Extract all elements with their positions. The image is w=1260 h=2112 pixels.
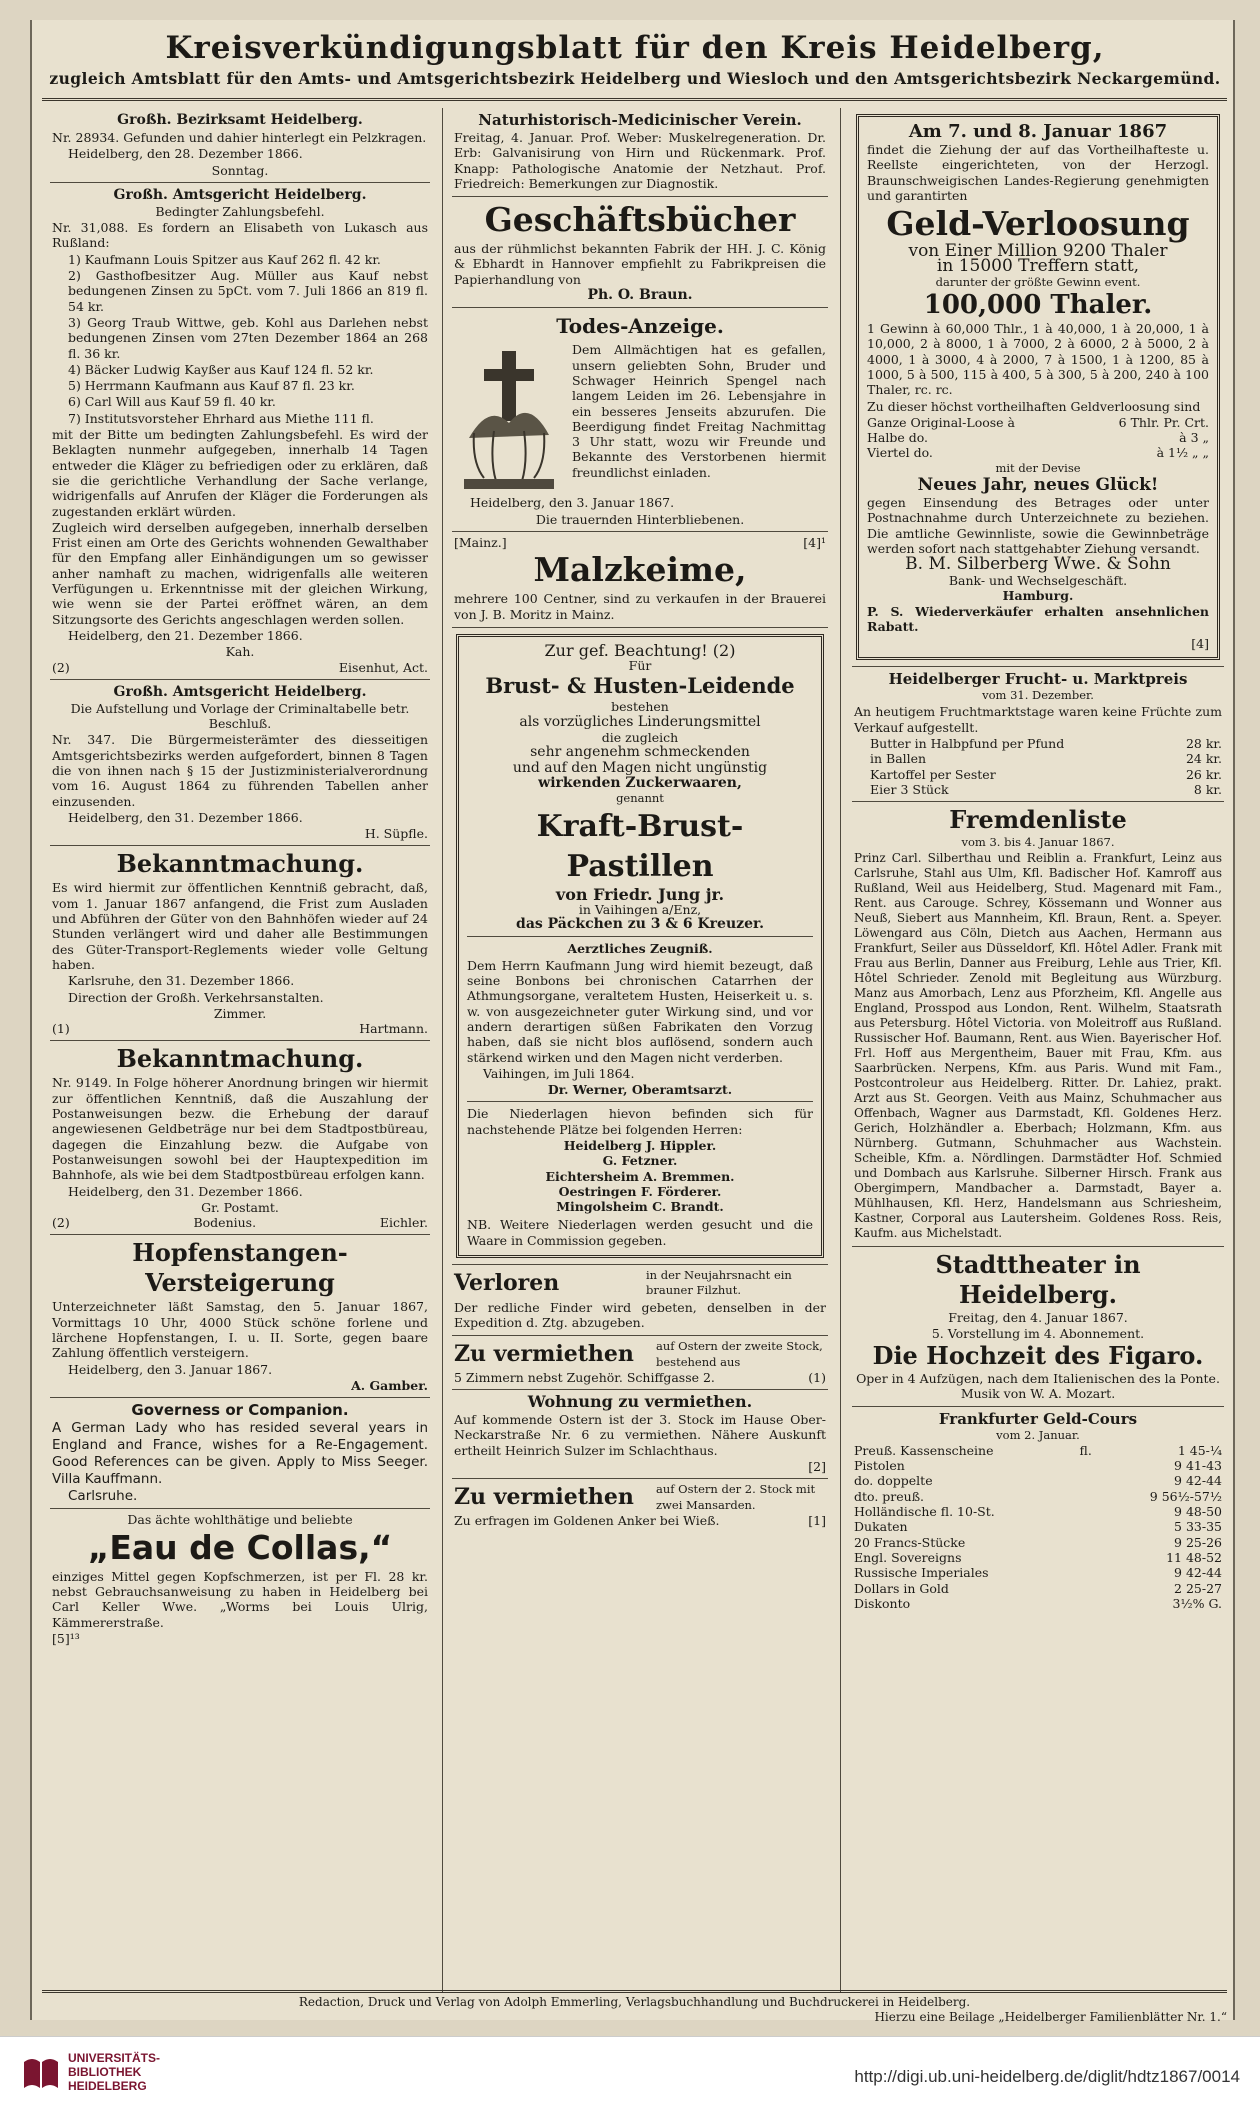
exchange-rates [852, 1407, 1224, 1616]
ad-lost-hat [452, 1265, 828, 1336]
notice-subheading: Bedingter Zahlungsbefehl. [155, 203, 325, 219]
rate-row [854, 1458, 1222, 1473]
notice-text: Nr. 9149. In Folge höherer Anordnung bringen wir hiermit zur öffentlichen Kenntniß, daß die Auszahlung der Postanweisungen bezw. die Erhebung der darauf angewiesenen Geldbeträge nur bei dem Stadtpostbüreau, dagegen die Einzahlung bezw. die Aufgabe von Postanweisungen sowohl bei der Hauptexpedition im Bahnhofe, als wie bei dem Stadtpostbüreau erfolgen kann. [52, 1075, 428, 1183]
ad-pastilles-frame [456, 634, 824, 1258]
section-line: Oper in 4 Aufzügen, nach dem Italienischen des la Ponte. Musik von W. A. Mozart. [856, 1370, 1220, 1402]
ad-pastilles [452, 634, 828, 1265]
ad-line: die zugleich [601, 730, 679, 746]
notice-number: (2) [52, 1215, 70, 1231]
notice-subheading: Die Aufstellung und Vorlage der Criminaltabelle betr. [70, 700, 410, 716]
ad-heading: „Eau de Collas,“ [87, 1527, 393, 1567]
price-label: Eier 3 Stück [870, 781, 949, 797]
creditor-item: 3) Georg Traub Wittwe, geb. Kohl aus Darlehen nebst bedungenen Zinsen vom 27ten Dezember 1864 an 268 fl. 36 kr. [68, 314, 428, 361]
ad-text: NB. Weitere Niederlagen werden gesucht und die Waare in Commission gegeben. [467, 1217, 813, 1248]
column-3 [852, 108, 1224, 1993]
price-value: 26 kr. [1185, 766, 1222, 782]
cross-tombstone-icon [454, 343, 564, 493]
ad-number: [5]¹³ [52, 1630, 80, 1646]
notice-date: Heidelberg, den 3. Januar 1867. [470, 495, 675, 511]
column-1 [50, 108, 430, 1993]
market-prices [852, 667, 1224, 802]
rate-label: Diskonto [854, 1595, 911, 1611]
ad-line: Bank- und Wechselgeschäft. [948, 572, 1128, 588]
rate-value: 9 42-44 [1174, 1473, 1222, 1489]
section-heading: Heidelberger Frucht- u. Marktpreis [888, 670, 1188, 689]
price-value: 24 kr. [1185, 751, 1222, 767]
section-heading: Fremdenliste [949, 805, 1127, 835]
notice-found-item [50, 108, 430, 183]
rate-row [854, 1565, 1222, 1580]
rate-label: Dukaten [854, 1519, 908, 1535]
ad-line: in Vaihingen a/Enz, [578, 901, 702, 917]
notice-signature: Sonntag. [211, 162, 269, 178]
notice-org: Gr. Postamt. [201, 1199, 279, 1215]
creditor-item: 5) Herrmann Kaufmann aus Kauf 87 fl. 23 kr. [68, 378, 355, 394]
footer-rule [42, 1990, 1227, 1993]
notice-heading: Großh. Amtsgericht Heidelberg. [113, 683, 367, 700]
ad-heading: Governess or Companion. [131, 1401, 349, 1420]
notice-text: mit der Bitte um bedingten Zahlungsbefehl. Es wird der Beklagten nunmehr aufgegeben, innerhalb 14 Tagen entweder die Kläger zu befriedigen oder zu erklären, daß sie die gerichtliche Verhandlung der Sache verlange, widrigenfalls auf Anrufen der Kläger die Forderungen als zugestanden erklärt würden. [52, 427, 428, 519]
ad-line: Für [628, 658, 652, 674]
notice-text: Nr. 31,088. Es fordern an Elisabeth von Lukasch aus Rußland: [52, 220, 428, 251]
ad-line: in 15000 Treffern statt, [936, 256, 1140, 277]
ad-eau-de-collas [50, 1509, 430, 1650]
ad-lottery-frame [856, 114, 1220, 660]
ad-number: [4] [1191, 635, 1209, 651]
ad-text: gegen Einsendung des Betrages oder unter Postnachnahme durch Unterzeichnete zu beziehen. Die amtliche Gewinnliste, sowie die Gewinnbeträge werden sofort nach stattgehabter Ziehung versandt. [867, 495, 1209, 556]
logo-text: UNIVERSITÄTS- [68, 2051, 161, 2065]
certificate-text: Dem Herrn Kaufmann Jung wird hiemit bezeugt, daß seine Bonbons bei chronischen Catarrhen der Athmungsorgane, veraltetem Husten, Heiserkeit u. s. w. von ausgezeichneter guter Wirkung sind, und vor andern derartigen süßen Fabrikaten den Vorzug haben, daß sie nicht blos auflösend, sondern auch stärkend wirken und den Magen nicht verderben. [467, 957, 813, 1065]
price-row [867, 415, 1209, 430]
rate-value: 9 25-26 [1174, 1534, 1222, 1550]
price-row [867, 445, 1209, 460]
price-row [854, 751, 1222, 766]
notice-org: Direction der Großh. Verkehrsanstalten. [68, 989, 324, 1005]
rate-unit: fl. [1079, 1442, 1092, 1458]
rate-label: Pistolen [854, 1458, 905, 1474]
rate-label: 20 Francs-Stücke [854, 1534, 966, 1550]
ad-text: auf Ostern der 2. Stock mit zwei Mansarden. [656, 1482, 816, 1512]
certificate-signature: Dr. Werner, Oberamtsarzt. [467, 1082, 813, 1102]
price-label: Viertel do. [867, 445, 933, 461]
ad-heading: Am 7. und 8. Januar 1867 [908, 121, 1168, 142]
price-row [854, 767, 1222, 782]
ad-line: von Einer Million 9200 Thaler [908, 241, 1168, 262]
notice-date: Karlsruhe, den 31. Dezember 1866. [68, 973, 295, 989]
ad-rent-2 [452, 1479, 828, 1532]
ad-heading: Zu vermiethen [454, 1340, 634, 1367]
ad-place: [Mainz.] [454, 534, 507, 550]
ad-signature: Ph. O. Braun. [587, 287, 693, 304]
section-date: vom 31. Dezember. [982, 688, 1094, 703]
section-heading: Stadttheater in Heidelberg. [935, 1250, 1141, 1310]
price-label: Kartoffel per Sester [870, 766, 996, 782]
rate-label: Engl. Sovereigns [854, 1549, 962, 1565]
price-label: Butter in Halbpfund per Pfund [870, 735, 1065, 751]
notice-text: Freitag, 4. Januar. Prof. Weber: Muskelregeneration. Dr. Erb: Galvanisirung von Hirn und Rückenmark. Prof. Knapp: Pathologische Anatomie der Netzhaut. Prof. Friedreich: Bemerkungen zur Diagnostik. [454, 130, 826, 191]
price-row [854, 782, 1222, 797]
viewer-bar [0, 2036, 1260, 2112]
ad-firm: B. M. Silberberg Wwe. & Sohn [905, 554, 1171, 575]
section-date: vom 3. bis 4. Januar 1867. [961, 835, 1115, 850]
notice-text: Es wird hiermit zur öffentlichen Kenntniß gebracht, daß, vom 1. Januar 1867 anfangend, die Frist zum Ausladen und Abführen der Güter von den Bahnhöfen wieder auf 24 Stunden verlängert wird und daher alle Bestimmungen des Güter-Transport-Reglements wieder volle Geltung haben. [52, 880, 428, 972]
rate-label: do. doppelte [854, 1473, 933, 1489]
column-divider [840, 108, 841, 1993]
ad-text: Zu erfragen im Goldenen Anker bei Wieß. [454, 1512, 720, 1528]
column-2 [452, 108, 828, 1993]
ad-text: mehrere 100 Centner, sind zu verkaufen in der Brauerei von J. B. Moritz in Mainz. [454, 591, 826, 622]
notice-text: Zugleich wird derselben aufgegeben, innerhalb derselben Frist einen am Orte des Gerichts wohnenden Gewalthaber für den Empfang aller Einhändigungen um so gewisser anher namhaft zu machen, widrigenfalls alle weiteren Verfügungen u. Erkenntnisse mit der gleichen Wirkung, wie wenn sie der Partei eröffnet wären, an dem Sitzungsorte des Gerichts angeschlagen werden sollen. [52, 519, 428, 627]
theatre-notice [852, 1247, 1224, 1406]
ad-line: das Päckchen zu 3 & 6 Kreuzer. [467, 917, 813, 937]
price-label: Ganze Original-Loose à [867, 414, 1015, 430]
ad-text: P. S. Wiederverkäufer erhalten ansehnlichen Rabatt. [867, 604, 1209, 635]
ad-number: (1) [808, 1369, 826, 1385]
death-notice [452, 308, 828, 532]
ad-apartment [452, 1390, 828, 1479]
ad-rent-1 [452, 1336, 828, 1390]
price-value: 6 Thlr. Pr. Crt. [1118, 414, 1209, 430]
notice-heading: Bekanntmachung. [116, 1044, 364, 1074]
masthead-title: Kreisverkündigungsblatt für den Kreis Heidelberg, [165, 30, 1105, 66]
ad-line: als vorzügliches Linderungsmittel [519, 713, 761, 730]
rate-row [854, 1443, 1222, 1458]
rate-label: Dollars in Gold [854, 1580, 949, 1596]
depot-item: Heidelberg J. Hippler. [563, 1137, 717, 1153]
notice-text: Nr. 28934. Gefunden und dahier hinterlegt ein Pelzkragen. [52, 130, 427, 145]
ad-line: Hamburg. [1002, 587, 1074, 603]
notice-text: Dem Allmächtigen hat es gefallen, unsern geliebten Sohn, Bruder und Schwager Heinrich Spengel nach langem Leiden im 26. Lebensjahre in ein besseres Jenseits abzurufen. Die Beerdigung findet Freitag Nachmittag 3 Uhr statt, wozu wir Freunde und Bekannte des Verstorbenen hiermit freundlichst einladen. [572, 342, 826, 480]
ad-governess [50, 1398, 430, 1509]
ad-text: Der redliche Finder wird gebeten, denselben in der Expedition d. Ztg. abzugeben. [454, 1299, 826, 1330]
ad-heading: Zu vermiethen [454, 1483, 634, 1510]
ad-heading: Verloren [454, 1269, 560, 1296]
section-heading: Frankfurter Geld-Cours [938, 1409, 1138, 1428]
rate-row [854, 1535, 1222, 1550]
notice-signature: Eichler. [379, 1215, 428, 1231]
ad-line: und auf den Magen nicht ungünstig [512, 759, 768, 776]
notice-date: Heidelberg, den 28. Dezember 1866. [68, 146, 303, 162]
creditor-item: 2) Gasthofbesitzer Aug. Müller aus Kauf nebst bedungenen Zinsen zu 5pCt. vom 7. Juli 1866 an 819 fl. 54 kr. [68, 268, 428, 314]
rate-table [854, 1443, 1222, 1611]
ad-text: einziges Mittel gegen Kopfschmerzen, ist per Fl. 28 kr. nebst Gebrauchsanweisung zu haben in Heidelberg bei Carl Keller Wwe. „Worms bei Louis Ulrig, Kämmererstraße. [52, 1568, 428, 1630]
price-row [854, 736, 1222, 751]
notice-signature: Zimmer. [213, 1005, 267, 1021]
notice-date: Heidelberg, den 31. Dezember 1866. [68, 1183, 303, 1199]
ad-product-name: Kraft-Brust-Pastillen [536, 808, 744, 884]
rate-label: Preuß. Kassenscheine [854, 1442, 994, 1458]
notice-signature: H. Süpfle. [364, 826, 428, 842]
masthead-subtitle: zugleich Amtsblatt für den Amts- und Amtsgerichtsbezirk Heidelberg und Wiesloch und den Amtsgerichtsbezirk Neckargemünd. [49, 69, 1221, 88]
ad-number: [4]¹ [803, 534, 826, 550]
depot-item: G. Fetzner. [602, 1153, 678, 1169]
section-date: vom 2. Januar. [996, 1427, 1080, 1442]
notice-signature: Kah. [225, 644, 255, 660]
imprint-line: Redaction, Druck und Verlag von Adolph Emmerling, Verlagsbuchhandlung und Buchdruckerei in Heidelberg. [298, 1995, 971, 2009]
ad-lottery [852, 114, 1224, 667]
price-value: à 3 „ [1179, 430, 1209, 446]
ad-title: Geld-Verloosung [886, 204, 1190, 244]
ad-line: mit der Devise [995, 460, 1081, 475]
depot-item: Mingolsheim C. Brandt. [556, 1199, 724, 1215]
notice-date: Heidelberg, den 21. Dezember 1866. [68, 627, 303, 643]
notice-number: (2) [52, 659, 70, 675]
ad-prize: 100,000 Thaler. [923, 290, 1153, 321]
imprint [42, 1995, 1227, 2025]
ad-line: genannt [616, 791, 664, 806]
masthead-rule [42, 98, 1227, 101]
notice-signature: Bodenius. [193, 1215, 257, 1231]
notice-date: Heidelberg, den 31. Dezember 1866. [68, 809, 303, 825]
ad-heading: Hopfenstangen-Versteigerung [132, 1238, 348, 1298]
notice-heading: Bekanntmachung. [116, 849, 364, 879]
ad-line: bestehen [611, 699, 669, 715]
ad-text: Die Niederlagen hievon befinden sich für nachstehende Plätze bei folgenden Herren: [467, 1106, 813, 1137]
rate-row [854, 1596, 1222, 1611]
creditor-item: 1) Kaufmann Louis Spitzer aus Kauf 262 fl. 42 kr. [68, 251, 381, 267]
notice-heading: Naturhistorisch-Medicinischer Verein. [478, 111, 802, 129]
price-row [867, 430, 1209, 445]
ad-text: A German Lady who has resided several years in England and France, wishes for a Re-Engagement. Good References can be given. Apply to Miss Seeger. Villa Kauffmann. [52, 1420, 428, 1488]
logo-text: BIBLIOTHEK [68, 2065, 142, 2079]
ad-text: findet die Ziehung der auf das Vortheilhafteste u. Reellste eingerichteten, von der Herzogl. Braunschweigischen Landes-Regierung genehmigten und garantirten [867, 142, 1209, 203]
rate-value: 9 42-44 [1174, 1565, 1222, 1581]
depot-item: Eichtersheim A. Bremmen. [545, 1168, 735, 1184]
masthead [40, 28, 1230, 90]
rate-value: 9 48-50 [1174, 1504, 1222, 1520]
ad-text: in der Neujahrsnacht ein brauner Filzhut. [646, 1268, 792, 1298]
ad-intro: Das ächte wohlthätige und beliebte [127, 1512, 353, 1528]
creditor-item: 4) Bäcker Ludwig Kayßer aus Kauf 124 fl. 52 kr. [68, 361, 374, 377]
ad-heading: Zur gef. Beachtung! [544, 640, 708, 660]
column-divider [442, 108, 443, 1993]
creditor-item: 6) Carl Will aus Kauf 59 fl. 40 kr. [68, 394, 276, 410]
rate-row [854, 1489, 1222, 1504]
rate-value: 9 56½-57½ [1149, 1488, 1222, 1504]
ad-text: Auf kommende Ostern ist der 3. Stock im Hause Ober-Neckarstraße Nr. 6 zu vermiethen. Nähere Auskunft ertheilt Heinrich Sulzer im Schlachthaus. [454, 1412, 826, 1458]
rate-value: 2 25-27 [1174, 1580, 1222, 1596]
ad-malt [452, 532, 828, 628]
ad-text: aus der rühmlichst bekannten Fabrik der HH. J. C. König & Ebhardt in Hannover empfiehlt zu Fabrikpreisen die Papierhandlung von [454, 241, 826, 287]
ad-text: auf Ostern der zweite Stock, bestehend aus [656, 1339, 823, 1369]
ad-heading: Wohnung zu vermiethen. [527, 1392, 753, 1412]
rate-row [854, 1550, 1222, 1565]
rate-value: 9 41-43 [1174, 1458, 1222, 1474]
ad-heading: Geschäftsbücher [484, 200, 796, 240]
notice-payment-order [50, 183, 430, 680]
notice-heading: Todes-Anzeige. [556, 314, 724, 339]
ad-heading: Malzkeime, [533, 550, 747, 590]
library-logo-icon [20, 2052, 60, 2092]
ad-motto: Neues Jahr, neues Glück! [917, 475, 1159, 496]
price-value: 28 kr. [1185, 735, 1222, 751]
rate-value: 1 45-¼ [1177, 1442, 1222, 1458]
section-line: Freitag, den 4. Januar 1867. [948, 1310, 1128, 1326]
ad-place: Carlsruhe. [68, 1488, 138, 1505]
notice-medical-society [452, 108, 828, 197]
ad-date: Heidelberg, den 3. Januar 1867. [68, 1361, 273, 1377]
ad-line: sehr angenehm schmeckenden [530, 744, 750, 761]
ad-number: [2] [808, 1459, 826, 1475]
ad-hop-poles [50, 1235, 430, 1398]
rate-label: Russische Imperiales [854, 1565, 989, 1581]
notice-heading: Großh. Bezirksamt Heidelberg. [117, 112, 363, 128]
visitor-list [852, 802, 1224, 1247]
price-label: Halbe do. [867, 430, 929, 446]
ad-line: wirkenden Zuckerwaaren, [538, 774, 742, 791]
certificate-heading: Aerztliches Zeugniß. [567, 941, 713, 957]
ad-account-books [452, 197, 828, 308]
supplement-line: Hierzu eine Beilage „Heidelberger Familienblätter Nr. 1.“ [874, 2010, 1227, 2024]
notice-signature: Hartmann. [359, 1021, 428, 1037]
rate-row [854, 1519, 1222, 1534]
notice-subheading: Beschluß. [208, 716, 272, 732]
ad-line: von Friedr. Jung jr. [555, 884, 725, 904]
logo-text: HEIDELBERG [68, 2079, 147, 2093]
prize-list: 1 Gewinn à 60,000 Thlr., 1 à 40,000, 1 à 20,000, 1 à 10,000, 2 à 8000, 1 à 7000, 2 à 6000, 2 à 5000, 2 à 4000, 1 à 3000, 4 à 2000, 7 à 1500, 1 à 1200, 85 à 1000, 5 à 500, 115 à 400, 5 à 300, 5 à 200, 240 à 100 Thaler, rc. rc. [867, 321, 1209, 398]
ad-text: 5 Zimmern nebst Zugehör. Schiffgasse 2. [454, 1369, 715, 1385]
notice-number: (1) [52, 1021, 70, 1037]
ad-number: [1] [808, 1512, 826, 1528]
rate-row [854, 1504, 1222, 1519]
depot-item: Oestringen F. Förderer. [558, 1183, 722, 1199]
notice-heading: Großh. Amtsgericht Heidelberg. [113, 186, 367, 203]
library-logo[interactable] [20, 2051, 160, 2093]
rate-label: dto. preuß. [854, 1488, 925, 1504]
notice-criminal-table [50, 680, 430, 847]
creditor-item: 7) Institutsvorsteher Ehrhard aus Miethe 111 fl. [68, 410, 374, 426]
rate-value: 5 33-35 [1174, 1519, 1222, 1535]
section-text: Prinz Carl. Silberthau und Reiblin a. Frankfurt, Leinz aus Carlsruhe, Stahl aus Ulm, Kfl. Badischer Hof. Kamroff aus Rußland, Weil aus Heidelberg, Stud. Magenard mit Fam., Rent. aus Carouge. Schrey, Kössemann und Wonner aus Neuß, Siebert aus Mannheim, Kfl. Braun, Rent. a. Speyer. Löwengard aus Cöln, Dietch aus Aachen, Hermann aus Frankfurt, Seiler aus Düsseldorf, Kfl. Hôtel Adler. Frank mit Frau aus Berlin, Danner aus Freiburg, Lehle aus Trier, Kfl. Hôtel Schrieder. Zenold mit Begleitung aus Würzburg. Manz aus Amorbach, Lenz aus Pforzheim, Kfl. Angelle aus England, Prosspod aus London, Rent. Wilhelm, Staatsrath aus Petersburg. Hôtel Victoria. von Moleitroff aus Rußland. Russischer Hof. Baumann, Rent. aus Wien. Bayerischer Hof. Frl. Hoff aus Mergentheim, Bauer mit Frau, Kfm. aus Saarbrücken. Nerpens, Kfm. aus Paris. Wund mit Fam., Postcontroleur aus Heidelberg. Ritter. Dr. Lahiez, prakt. Arzt aus St. Georgen. Veith aus Mainz, Schuhmacher aus Offenbach, Wagner aus Darmstadt, Kfl. Goldenes Herz. Gerich, Holzhändler a. Eberbach; Holzmann, Kfm. aus Nürnberg. Gutmann, Schuhmacher aus Wachstein. Scheible, Kfm. a. Nördlingen. Darmstädter Hof. Schmied und Dombach aus Karlsruhe. Silberner Hirsch. Frank aus Obergimpern, Mandbacher a. Darmstadt, Bayer a. Mühlhausen, Kfl. Herz, Handelsmann aus Schriesheim, Kastner, Corporal aus Lautersheim. Goldenes Ross. Reis, Kaufm. aus Michelstadt. [854, 851, 1222, 1241]
price-value: à 1½ „ „ [1156, 445, 1209, 461]
certificate-date: Vaihingen, im Juli 1864. [483, 1065, 635, 1081]
ad-line: darunter der größte Gewinn event. [935, 274, 1141, 289]
rate-value: 3½% G. [1172, 1595, 1222, 1611]
ad-signature: A. Gamber. [351, 1377, 428, 1393]
notice-signature: Eisenhut, Act. [338, 659, 428, 675]
section-line: 5. Vorstellung im 4. Abonnement. [931, 1325, 1145, 1341]
price-value: 8 kr. [1193, 781, 1222, 797]
ad-number: (2) [712, 640, 736, 660]
section-text: An heutigem Fruchtmarktstage waren keine Früchte zum Verkauf aufgestellt. [854, 704, 1222, 735]
permalink-url[interactable]: http://digi.ub.uni-heidelberg.de/diglit/hdtz1867/0014 [854, 2067, 1240, 2086]
notice-text: Nr. 347. Die Bürgermeisterämter des diesseitigen Amtsgerichtsbezirks werden aufgefordert, binnen 8 Tagen die von ihnen nach § 15 der Justizministerialverordnung vom 16. August 1864 zu führenden Tabellen anher einzusenden. [52, 732, 428, 809]
rate-value: 11 48-52 [1166, 1549, 1222, 1565]
ad-text: Unterzeichneter läßt Samstag, den 5. Januar 1867, Vormittags 10 Uhr, 4000 Stück schöne forlene und lärchene Hopfenstangen, I. u. II. Sorte, gegen baare Zahlung öffentlich versteigern. [52, 1299, 428, 1361]
rate-label: Holländische fl. 10-St. [854, 1504, 995, 1520]
notice-railway [50, 846, 430, 1041]
play-title: Die Hochzeit des Figaro. [872, 1340, 1204, 1370]
notice-signature: Die trauernden Hinterbliebenen. [535, 511, 745, 527]
price-label: in Ballen [870, 751, 927, 767]
rate-row [854, 1473, 1222, 1488]
rate-row [854, 1581, 1222, 1596]
notice-post [50, 1041, 430, 1235]
ad-line: Brust- & Husten-Leidende [485, 673, 795, 699]
ad-text: Zu dieser höchst vortheilhaften Geldverloosung sind [867, 398, 1201, 414]
